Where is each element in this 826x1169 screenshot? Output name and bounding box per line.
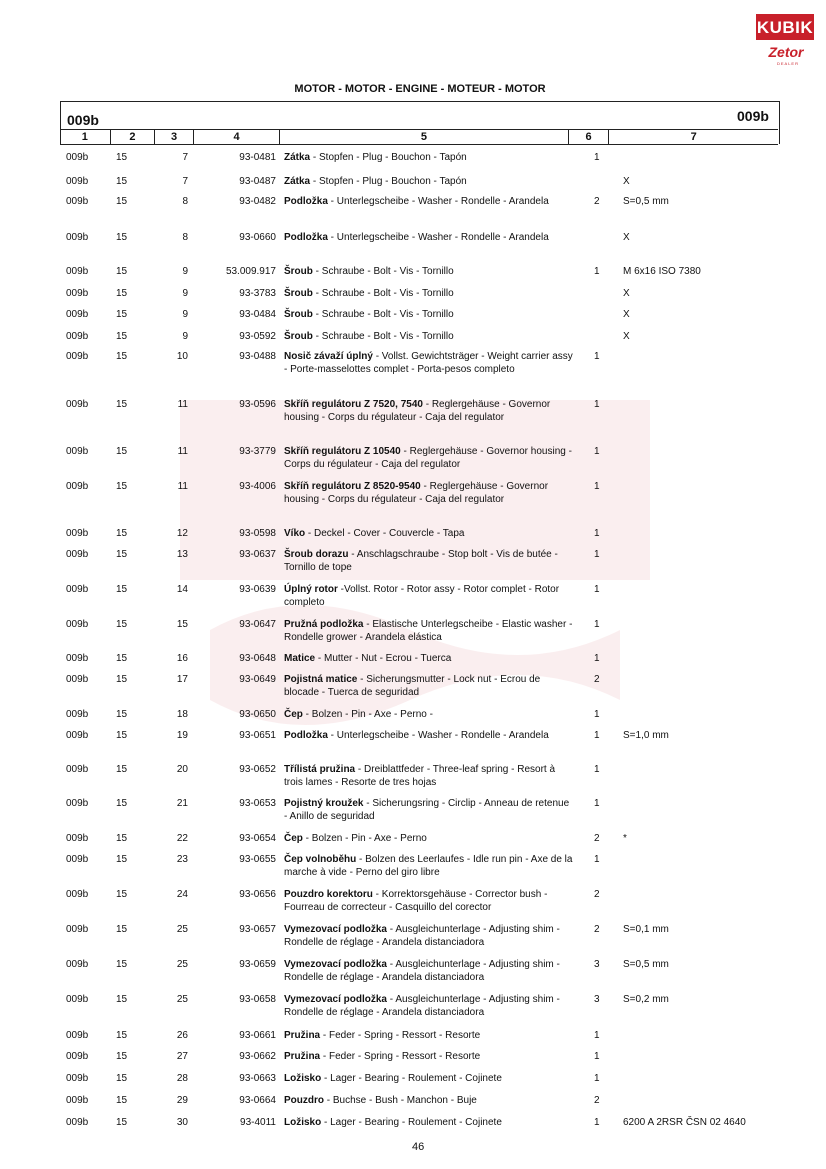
- cell-quantity: 2: [594, 924, 600, 935]
- description-translations: - Ausgleichunterlage - Adjusting shim - Rondelle de réglage - Arandela distanciadora: [284, 994, 560, 1018]
- description-translations: - Stopfen - Plug - Bouchon - Tapón: [310, 176, 467, 187]
- cell-part-number: 93-0654: [239, 833, 276, 844]
- cell-position: 27: [176, 1051, 188, 1062]
- cell-description: [284, 583, 574, 609]
- cell-group: 15: [116, 309, 128, 320]
- cell-description: [284, 175, 574, 188]
- cell-part-number: 93-0481: [239, 152, 276, 163]
- cell-group: 15: [116, 1073, 128, 1084]
- cell-position: 7: [182, 152, 188, 163]
- cell-description: [284, 1029, 574, 1042]
- description-translations: - Schraube - Bolt - Vis - Tornillo: [312, 309, 454, 320]
- cell-note: X: [623, 331, 630, 342]
- cell-group: 15: [116, 854, 128, 865]
- cell-part-number: 93-3779: [239, 446, 276, 457]
- description-czech: Matice: [284, 653, 316, 664]
- cell-description: [284, 797, 574, 823]
- section-code-right: 009b: [737, 108, 769, 124]
- description-translations: - Elastische Unterlegscheibe - Elastic washer - Rondelle grower - Arandela elástica: [284, 619, 573, 643]
- cell-description: [284, 923, 574, 949]
- description-czech: Pouzdro: [284, 1095, 324, 1106]
- cell-section: 009b: [66, 549, 89, 560]
- cell-section: 009b: [66, 176, 89, 187]
- description-translations: - Mutter - Nut - Ecrou - Tuerca: [315, 653, 452, 664]
- cell-quantity: 1: [594, 1117, 600, 1128]
- cell-quantity: 1: [594, 549, 600, 560]
- cell-position: 9: [182, 331, 188, 342]
- description-czech: Podložka: [284, 730, 328, 741]
- cell-description: [284, 350, 574, 376]
- cell-section: 009b: [66, 528, 89, 539]
- description-translations: - Bolzen des Leerlaufes - Idle run pin - Axe de la marche à vide - Perno del giro libre: [284, 854, 573, 878]
- page-number: 46: [412, 1141, 425, 1153]
- cell-part-number: 93-0488: [239, 351, 276, 362]
- cell-section: 009b: [66, 1051, 89, 1062]
- cell-position: 9: [182, 309, 188, 320]
- cell-section: 009b: [66, 309, 89, 320]
- cell-part-number: 93-0663: [239, 1073, 276, 1084]
- description-czech: Šroub: [284, 288, 313, 299]
- cell-quantity: 1: [594, 1051, 600, 1062]
- description-czech: Pouzdro korektoru: [284, 889, 373, 900]
- cell-part-number: 93-0647: [239, 619, 276, 630]
- cell-position: 21: [176, 798, 188, 809]
- kubik-zetor-logo: [756, 14, 814, 64]
- cell-group: 15: [116, 924, 128, 935]
- cell-position: 14: [176, 584, 188, 595]
- cell-note: S=0,5 mm: [623, 959, 669, 970]
- cell-part-number: 93-0596: [239, 399, 276, 410]
- cell-group: 15: [116, 549, 128, 560]
- cell-section: 009b: [66, 730, 89, 741]
- cell-group: 15: [116, 584, 128, 595]
- description-czech: Pružná podložka: [284, 619, 364, 630]
- cell-quantity: 1: [594, 709, 600, 720]
- cell-quantity: 2: [594, 889, 600, 900]
- description-czech: Ložisko: [284, 1073, 322, 1084]
- cell-description: [284, 652, 574, 665]
- cell-position: 11: [177, 399, 188, 410]
- cell-group: 15: [116, 152, 128, 163]
- description-czech: Pružina: [284, 1030, 321, 1041]
- cell-note: 6200 A 2RSR ČSN 02 4640: [623, 1117, 746, 1128]
- description-translations: - Anschlagschraube - Stop bolt - Vis de butée - Tornillo de tope: [284, 549, 558, 573]
- cell-description: [284, 527, 574, 540]
- description-translations: - Reglergehäuse - Governor housing - Corps du régulateur - Caja del regulator: [284, 399, 551, 423]
- cell-part-number: 93-0655: [239, 854, 276, 865]
- description-czech: Ložisko: [284, 1117, 322, 1128]
- cell-section: 009b: [66, 854, 89, 865]
- description-czech: Čep volnoběhu: [284, 854, 357, 865]
- cell-note: X: [623, 176, 630, 187]
- cell-description: [284, 993, 574, 1019]
- description-czech: Skříň regulátoru Z 7520, 7540: [284, 399, 423, 410]
- header-col-6: 6: [569, 130, 610, 144]
- description-czech: Podložka: [284, 232, 328, 243]
- cell-part-number: 93-4011: [240, 1117, 276, 1128]
- cell-position: 15: [176, 619, 188, 630]
- cell-section: 009b: [66, 351, 89, 362]
- cell-position: 13: [176, 549, 188, 560]
- cell-group: 15: [116, 288, 128, 299]
- cell-group: 15: [116, 730, 128, 741]
- cell-note: S=0,5 mm: [623, 196, 669, 207]
- cell-section: 009b: [66, 924, 89, 935]
- cell-position: 30: [176, 1117, 188, 1128]
- description-czech: Šroub dorazu: [284, 549, 349, 560]
- cell-part-number: 93-0482: [239, 196, 276, 207]
- cell-section: 009b: [66, 833, 89, 844]
- description-translations: - Korrektorsgehäuse - Corrector bush - Fourreau de correcteur - Casquillo del corector: [284, 889, 548, 913]
- header-col-4: 4: [194, 130, 280, 144]
- description-czech: Vymezovací podložka: [284, 994, 387, 1005]
- cell-note: S=1,0 mm: [623, 730, 669, 741]
- cell-part-number: 93-0662: [239, 1051, 276, 1062]
- cell-description: [284, 445, 574, 471]
- cell-quantity: 1: [594, 446, 600, 457]
- cell-description: [284, 729, 574, 742]
- description-czech: Zátka: [284, 176, 311, 187]
- cell-group: 15: [116, 994, 128, 1005]
- cell-description: [284, 1116, 574, 1129]
- description-translations: - Schraube - Bolt - Vis - Tornillo: [312, 331, 454, 342]
- description-translations: - Buchse - Bush - Manchon - Buje: [324, 1095, 477, 1106]
- description-czech: Šroub: [284, 266, 313, 277]
- section-code-left: 009b: [67, 112, 99, 128]
- cell-description: [284, 1050, 574, 1063]
- cell-description: [284, 763, 574, 789]
- description-czech: Třílistá pružina: [284, 764, 356, 775]
- description-czech: Pojistná matice: [284, 674, 358, 685]
- description-translations: - Unterlegscheibe - Washer - Rondelle - Arandela: [327, 196, 549, 207]
- cell-quantity: 1: [594, 351, 600, 362]
- cell-quantity: 1: [594, 798, 600, 809]
- cell-section: 009b: [66, 619, 89, 630]
- cell-section: 009b: [66, 959, 89, 970]
- cell-position: 16: [176, 653, 188, 664]
- cell-part-number: 93-0653: [239, 798, 276, 809]
- cell-description: [284, 287, 574, 300]
- page-title: MOTOR - MOTOR - ENGINE - MOTEUR - MOTOR: [294, 83, 546, 95]
- cell-section: 009b: [66, 1030, 89, 1041]
- cell-part-number: 93-0657: [239, 924, 276, 935]
- cell-group: 15: [116, 889, 128, 900]
- description-czech: Nosič závaží úplný: [284, 351, 373, 362]
- cell-description: [284, 618, 574, 644]
- cell-part-number: 93-0651: [239, 730, 276, 741]
- cell-description: [284, 265, 574, 278]
- description-translations: - Ausgleichunterlage - Adjusting shim - Rondelle de réglage - Arandela distanciadora: [284, 959, 560, 983]
- cell-position: 8: [182, 232, 188, 243]
- header-col-3: 3: [155, 130, 194, 144]
- cell-part-number: 93-0659: [239, 959, 276, 970]
- cell-description: [284, 308, 574, 321]
- description-translations: - Dreiblattfeder - Three-leaf spring - Resort à trois lames - Resorte de tres hojas: [284, 764, 556, 788]
- cell-group: 15: [116, 1030, 128, 1041]
- cell-position: 28: [176, 1073, 188, 1084]
- cell-group: 15: [116, 1051, 128, 1062]
- cell-position: 24: [176, 889, 188, 900]
- description-czech: Vymezovací podložka: [284, 924, 387, 935]
- cell-part-number: 93-3783: [239, 288, 276, 299]
- table-header: [60, 129, 778, 145]
- cell-section: 009b: [66, 653, 89, 664]
- cell-description: [284, 708, 574, 721]
- cell-group: 15: [116, 709, 128, 720]
- cell-quantity: 1: [594, 152, 600, 163]
- cell-section: 009b: [66, 232, 89, 243]
- cell-position: 18: [176, 709, 188, 720]
- description-czech: Čep: [284, 709, 303, 720]
- cell-group: 15: [116, 674, 128, 685]
- cell-part-number: 53.009.917: [225, 266, 276, 277]
- cell-position: 11: [177, 446, 188, 457]
- cell-quantity: 1: [594, 764, 600, 775]
- cell-quantity: 1: [594, 266, 600, 277]
- cell-part-number: 93-0658: [239, 994, 276, 1005]
- cell-quantity: 1: [594, 528, 600, 539]
- cell-quantity: 1: [594, 653, 600, 664]
- cell-position: 17: [176, 674, 188, 685]
- description-czech: Vymezovací podložka: [284, 959, 387, 970]
- cell-section: 009b: [66, 1117, 89, 1128]
- cell-section: 009b: [66, 709, 89, 720]
- description-czech: Šroub: [284, 331, 313, 342]
- cell-section: 009b: [66, 446, 89, 457]
- cell-quantity: 1: [594, 584, 600, 595]
- cell-position: 23: [176, 854, 188, 865]
- cell-note: X: [623, 309, 630, 320]
- logo-dealer: DEALER: [776, 61, 799, 66]
- cell-part-number: 93-0484: [239, 309, 276, 320]
- cell-note: *: [623, 833, 627, 844]
- cell-description: [284, 958, 574, 984]
- description-translations: - Schraube - Bolt - Vis - Tornillo: [312, 288, 454, 299]
- cell-quantity: 3: [594, 994, 600, 1005]
- cell-group: 15: [116, 399, 128, 410]
- cell-group: 15: [116, 176, 128, 187]
- cell-position: 25: [176, 959, 188, 970]
- cell-group: 15: [116, 351, 128, 362]
- description-translations: - Lager - Bearing - Roulement - Cojinete: [321, 1073, 502, 1084]
- cell-group: 15: [116, 232, 128, 243]
- cell-part-number: 93-0656: [239, 889, 276, 900]
- cell-section: 009b: [66, 994, 89, 1005]
- header-col-7: 7: [690, 131, 697, 143]
- cell-quantity: 3: [594, 959, 600, 970]
- cell-group: 15: [116, 1117, 128, 1128]
- cell-quantity: 2: [594, 1095, 600, 1106]
- cell-group: 15: [116, 1095, 128, 1106]
- cell-position: 26: [176, 1030, 188, 1041]
- description-translations: - Unterlegscheibe - Washer - Rondelle - Arandela: [327, 232, 549, 243]
- cell-quantity: 1: [594, 481, 600, 492]
- cell-section: 009b: [66, 481, 89, 492]
- cell-description: [284, 330, 574, 343]
- description-czech: Čep: [284, 833, 303, 844]
- description-czech: Šroub: [284, 309, 313, 320]
- cell-part-number: 93-0649: [239, 674, 276, 685]
- cell-group: 15: [116, 196, 128, 207]
- cell-group: 15: [116, 266, 128, 277]
- cell-note: X: [623, 288, 630, 299]
- cell-description: [284, 853, 574, 879]
- cell-group: 15: [116, 764, 128, 775]
- cell-note: S=0,2 mm: [623, 994, 669, 1005]
- cell-section: 009b: [66, 288, 89, 299]
- cell-description: [284, 480, 574, 506]
- cell-description: [284, 231, 574, 244]
- logo-brand: KUBIK: [756, 18, 814, 37]
- cell-position: 19: [176, 730, 188, 741]
- cell-group: 15: [116, 481, 128, 492]
- description-translations: - Vollst. Gewichtsträger - Weight carrier assy - Porte-masselottes complet - Porta-pesos completo: [284, 351, 573, 375]
- cell-section: 009b: [66, 1095, 89, 1106]
- cell-group: 15: [116, 331, 128, 342]
- description-translations: - Sicherungsmutter - Lock nut - Ecrou de blocade - Tuerca de seguridad: [284, 674, 541, 698]
- cell-quantity: 2: [594, 833, 600, 844]
- cell-position: 25: [176, 994, 188, 1005]
- cell-section: 009b: [66, 674, 89, 685]
- description-czech: Pojistný kroužek: [284, 798, 364, 809]
- cell-position: 12: [176, 528, 188, 539]
- cell-description: [284, 1094, 574, 1107]
- cell-quantity: 1: [594, 854, 600, 865]
- cell-part-number: 93-4006: [239, 481, 276, 492]
- cell-note: M 6x16 ISO 7380: [623, 266, 701, 277]
- cell-description: [284, 195, 574, 208]
- cell-section: 009b: [66, 331, 89, 342]
- cell-part-number: 93-0652: [239, 764, 276, 775]
- cell-part-number: 93-0639: [239, 584, 276, 595]
- description-czech: Skříň regulátoru Z 8520-9540: [284, 481, 421, 492]
- description-translations: - Unterlegscheibe - Washer - Rondelle - Arandela: [327, 730, 549, 741]
- description-translations: - Deckel - Cover - Couvercle - Tapa: [305, 528, 465, 539]
- header-col-5: 5: [280, 130, 569, 144]
- cell-description: [284, 673, 574, 699]
- cell-position: 10: [176, 351, 188, 362]
- cell-section: 009b: [66, 152, 89, 163]
- cell-group: 15: [116, 446, 128, 457]
- cell-position: 25: [176, 924, 188, 935]
- description-czech: Víko: [284, 528, 306, 539]
- cell-section: 009b: [66, 798, 89, 809]
- cell-part-number: 93-0660: [239, 232, 276, 243]
- cell-description: [284, 398, 574, 424]
- cell-part-number: 93-0661: [239, 1030, 276, 1041]
- cell-part-number: 93-0650: [239, 709, 276, 720]
- cell-section: 009b: [66, 266, 89, 277]
- cell-part-number: 93-0637: [239, 549, 276, 560]
- cell-section: 009b: [66, 889, 89, 900]
- description-czech: Pružina: [284, 1051, 321, 1062]
- cell-note: S=0,1 mm: [623, 924, 669, 935]
- cell-position: 29: [176, 1095, 188, 1106]
- cell-section: 009b: [66, 196, 89, 207]
- header-col-2: 2: [111, 130, 156, 144]
- cell-description: [284, 888, 574, 914]
- cell-group: 15: [116, 653, 128, 664]
- cell-description: [284, 548, 574, 574]
- description-czech: Podložka: [284, 196, 328, 207]
- description-translations: - Feder - Spring - Ressort - Resorte: [320, 1051, 481, 1062]
- description-translations: - Bolzen - Pin - Axe - Perno -: [302, 709, 433, 720]
- cell-part-number: 93-0648: [239, 653, 276, 664]
- cell-description: [284, 1072, 574, 1085]
- cell-section: 009b: [66, 764, 89, 775]
- description-translations: -Vollst. Rotor - Rotor assy - Rotor complet - Rotor completo: [284, 584, 560, 608]
- cell-section: 009b: [66, 584, 89, 595]
- cell-part-number: 93-0592: [239, 331, 276, 342]
- cell-group: 15: [116, 528, 128, 539]
- cell-position: 8: [182, 196, 188, 207]
- description-translations: - Reglergehäuse - Governor housing - Corps du régulateur - Caja del regulator: [284, 481, 549, 505]
- description-translations: - Lager - Bearing - Roulement - Cojinete: [321, 1117, 502, 1128]
- header-col-1: 1: [60, 130, 111, 144]
- description-translations: - Bolzen - Pin - Axe - Perno: [302, 833, 427, 844]
- cell-description: [284, 151, 574, 164]
- cell-group: 15: [116, 798, 128, 809]
- cell-part-number: 93-0598: [239, 528, 276, 539]
- cell-group: 15: [116, 959, 128, 970]
- cell-quantity: 2: [594, 674, 600, 685]
- cell-position: 22: [176, 833, 188, 844]
- cell-part-number: 93-0664: [239, 1095, 276, 1106]
- cell-position: 20: [176, 764, 188, 775]
- cell-group: 15: [116, 833, 128, 844]
- cell-description: [284, 832, 574, 845]
- logo-sub: Zetor: [768, 44, 804, 60]
- description-translations: - Ausgleichunterlage - Adjusting shim - Rondelle de réglage - Arandela distanciadora: [284, 924, 560, 948]
- description-czech: Skříň regulátoru Z 10540: [284, 446, 401, 457]
- description-translations: - Reglergehäuse - Governor housing - Corps du régulateur - Caja del regulator: [284, 446, 572, 470]
- cell-quantity: 1: [594, 399, 600, 410]
- cell-section: 009b: [66, 399, 89, 410]
- cell-quantity: 1: [594, 730, 600, 741]
- description-czech: Úplný rotor: [284, 584, 338, 595]
- description-translations: - Sicherungsring - Circlip - Anneau de retenue - Anillo de seguridad: [284, 798, 570, 822]
- cell-quantity: 2: [594, 196, 600, 207]
- description-translations: - Schraube - Bolt - Vis - Tornillo: [312, 266, 454, 277]
- cell-quantity: 1: [594, 1030, 600, 1041]
- description-czech: Zátka: [284, 152, 311, 163]
- cell-position: 9: [182, 266, 188, 277]
- description-translations: - Feder - Spring - Ressort - Resorte: [320, 1030, 481, 1041]
- cell-note: X: [623, 232, 630, 243]
- cell-section: 009b: [66, 1073, 89, 1084]
- cell-part-number: 93-0487: [239, 176, 276, 187]
- cell-group: 15: [116, 619, 128, 630]
- cell-quantity: 1: [594, 1073, 600, 1084]
- cell-position: 11: [177, 481, 188, 492]
- cell-position: 7: [182, 176, 188, 187]
- cell-quantity: 1: [594, 619, 600, 630]
- description-translations: - Stopfen - Plug - Bouchon - Tapón: [310, 152, 467, 163]
- cell-position: 9: [182, 288, 188, 299]
